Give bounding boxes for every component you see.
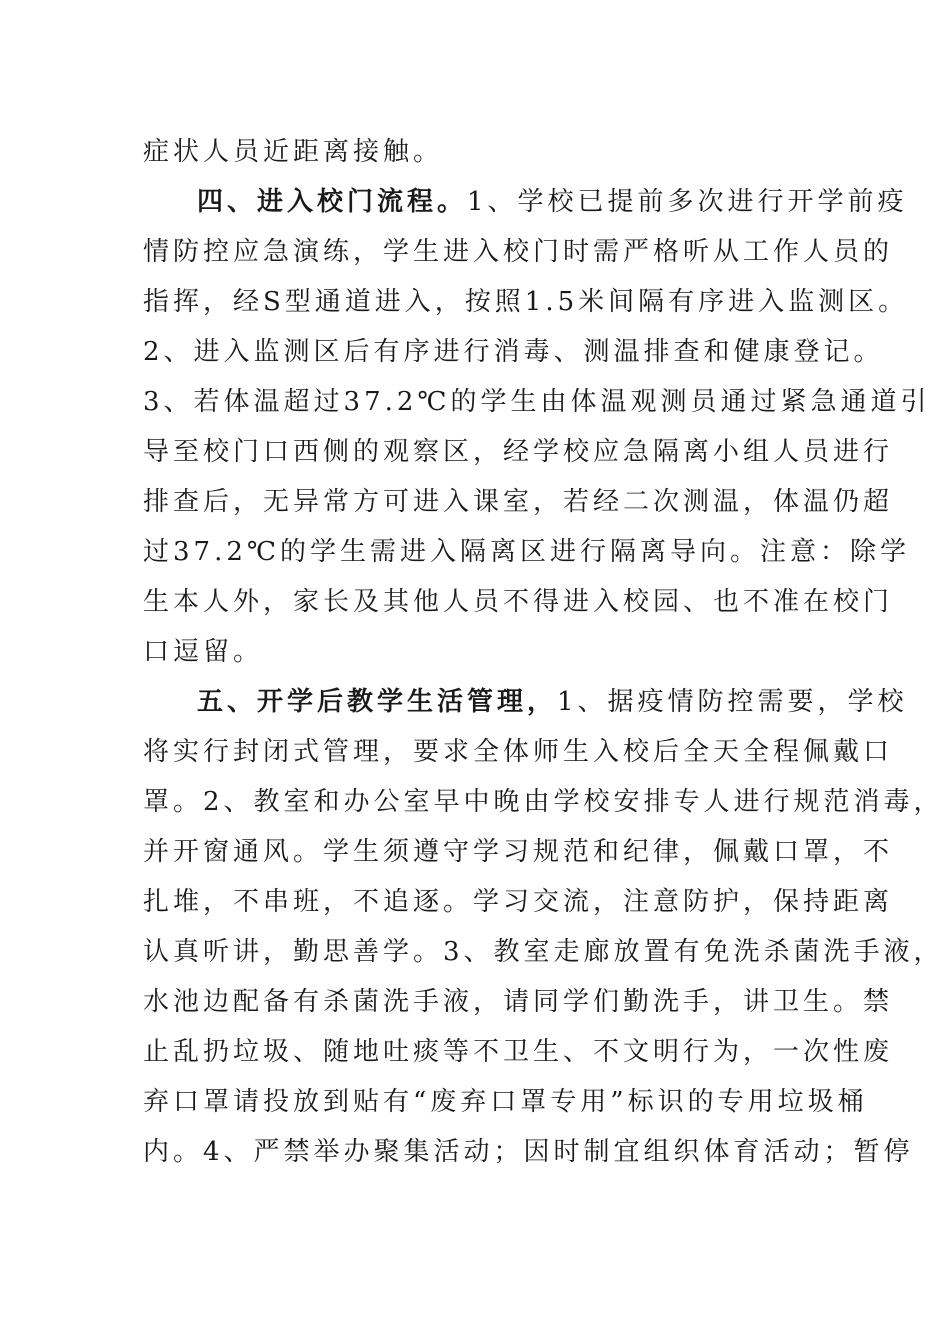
document-body	[143, 127, 944, 1177]
section-5-heading: 五、开学后教学生活管理，	[197, 687, 558, 717]
paragraph-line: 2、进入监测区后有序进行消毒、测温排查和健康登记。	[143, 337, 884, 367]
paragraph-line: 症状人员近距离接触。	[143, 137, 444, 167]
paragraph-line: 生本人外，家长及其他人员不得进入校园、也不准在校门	[143, 587, 894, 617]
paragraph-line: 口逗留。	[143, 637, 264, 667]
section-4-first-line	[143, 177, 908, 227]
paragraph-line: 内。4、严禁举办聚集活动；因时制宜组织体育活动；暂停	[143, 1137, 914, 1167]
paragraph-line: 水池边配备有杀菌洗手液，请同学们勤洗手，讲卫生。禁	[143, 987, 894, 1017]
paragraph-line: 止乱扔垃圾、随地吐痰等不卫生、不文明行为，一次性废	[143, 1037, 894, 1067]
paragraph-line: 并开窗通风。学生须遵守学习规范和纪律，佩戴口罩，不	[143, 837, 894, 867]
paragraph-line: 过37.2℃的学生需进入隔离区进行隔离导向。注意：除学	[143, 537, 910, 567]
paragraph-line: 导至校门口西侧的观察区，经学校应急隔离小组人员进行	[143, 437, 894, 467]
section-4-text: 1、学校已提前多次进行开学前疫	[467, 187, 908, 217]
paragraph-line: 3、若体温超过37.2℃的学生由体温观测员通过紧急通道引	[143, 387, 931, 417]
section-4-heading: 四、进入校门流程。	[197, 187, 468, 217]
paragraph-line: 情防控应急演练，学生进入校门时需严格听从工作人员的	[143, 237, 894, 267]
paragraph-line: 认真听讲，勤思善学。3、教室走廊放置有免洗杀菌洗手液，	[143, 937, 944, 967]
section-5-text: 1、据疫情防控需要，学校	[557, 687, 908, 717]
paragraph-line: 罩。2、教室和办公室早中晚由学校安排专人进行规范消毒，	[143, 787, 944, 817]
paragraph-line: 弃口罩请投放到贴有“废弃口罩专用”标识的专用垃圾桶	[143, 1087, 868, 1117]
paragraph-line: 将实行封闭式管理，要求全体师生入校后全天全程佩戴口	[143, 737, 894, 767]
section-5-first-line	[143, 677, 908, 727]
paragraph-line: 排查后，无异常方可进入课室，若经二次测温，体温仍超	[143, 487, 894, 517]
paragraph-line: 扎堆，不串班，不追逐。学习交流，注意防护，保持距离	[143, 887, 894, 917]
paragraph-line: 指挥，经S型通道进入，按照1.5米间隔有序进入监测区。	[143, 287, 909, 317]
